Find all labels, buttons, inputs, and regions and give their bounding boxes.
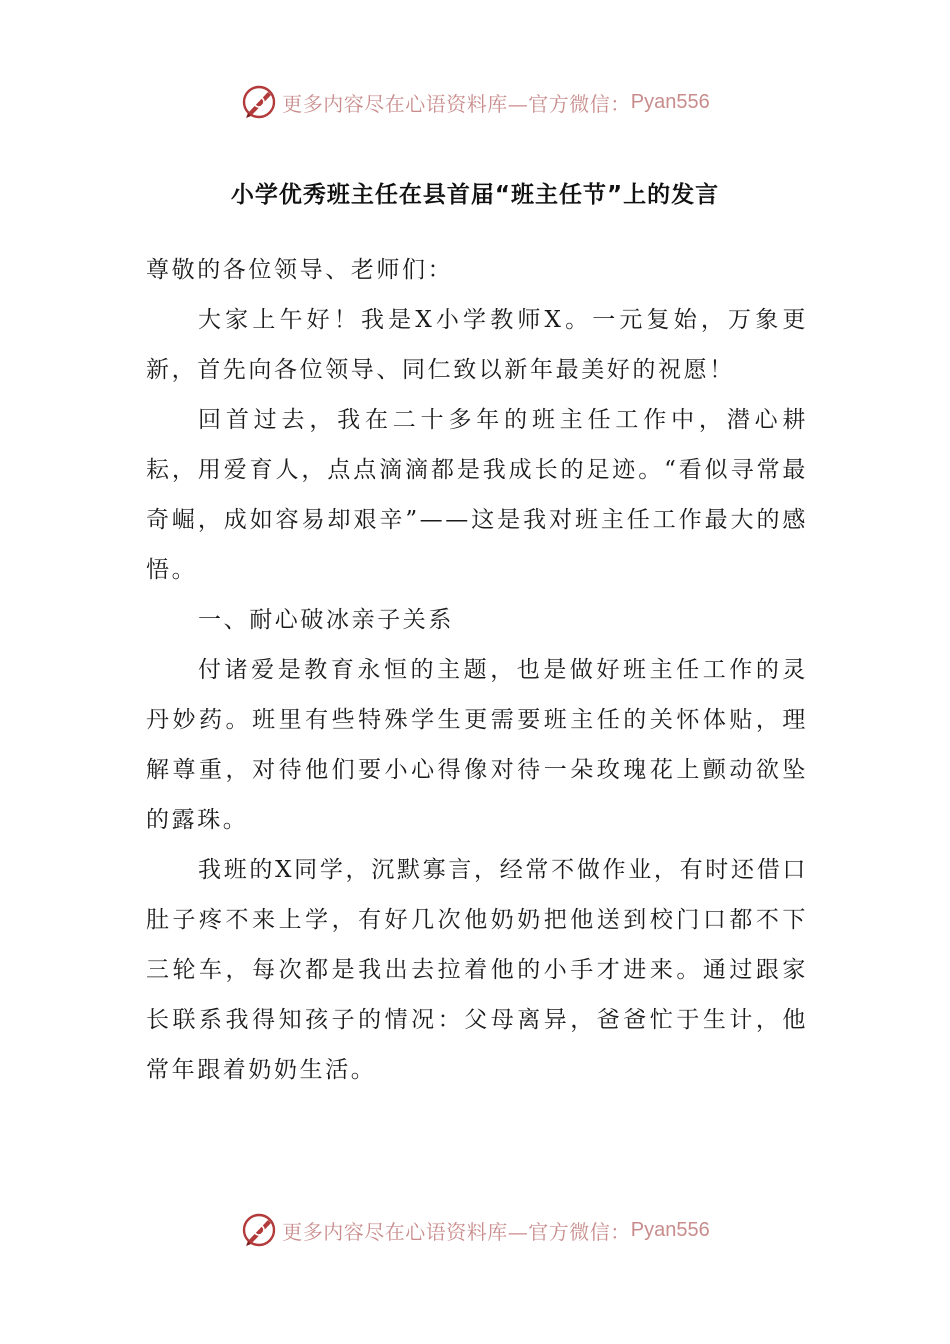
section-heading: 一、耐心破冰亲子关系 bbox=[198, 607, 454, 633]
watermark-handle: Pyan556 bbox=[630, 90, 710, 113]
document-title: 小学优秀班主任在县首届“班主任节”上的发言 bbox=[230, 182, 720, 208]
watermark-text: 更多内容尽在心语资料库—官方微信： bbox=[282, 91, 631, 116]
paragraph: 大家上午好！我是X小学教师X。一元复始，万象更新，首先向各位领导、同仁致以新年最美好的祝愿！ bbox=[146, 307, 808, 383]
pen-logo-icon bbox=[240, 83, 278, 121]
pen-logo-icon bbox=[240, 1211, 278, 1249]
watermark-banner-top bbox=[0, 80, 950, 124]
salutation: 尊敬的各位领导、老师们： bbox=[146, 257, 454, 283]
watermark-banner-bottom bbox=[0, 1208, 950, 1252]
paragraph: 我班的X同学，沉默寡言，经常不做作业，有时还借口肚子疼不来上学，有好几次他奶奶把他送到校门口都不下三轮车，每次都是我出去拉着他的小手才进来。通过跟家长联系我得知孩子的情况：父母离异，爸爸忙于生计，他常年跟着奶奶生活。 bbox=[146, 857, 808, 1083]
paragraph: 付诸爱是教育永恒的主题，也是做好班主任工作的灵丹妙药。班里有些特殊学生更需要班主任的关怀体贴，理解尊重，对待他们要小心得像对待一朵玫瑰花上颤动欲坠的露珠。 bbox=[146, 657, 808, 833]
watermark-text: 更多内容尽在心语资料库—官方微信： bbox=[282, 1219, 631, 1244]
paragraph: 回首过去，我在二十多年的班主任工作中，潜心耕耘，用爱育人，点点滴滴都是我成长的足迹。“看似寻常最奇崛，成如容易却艰辛”——这是我对班主任工作最大的感悟。 bbox=[146, 407, 808, 583]
watermark-handle: Pyan556 bbox=[630, 1218, 710, 1241]
document-body bbox=[146, 245, 808, 1095]
